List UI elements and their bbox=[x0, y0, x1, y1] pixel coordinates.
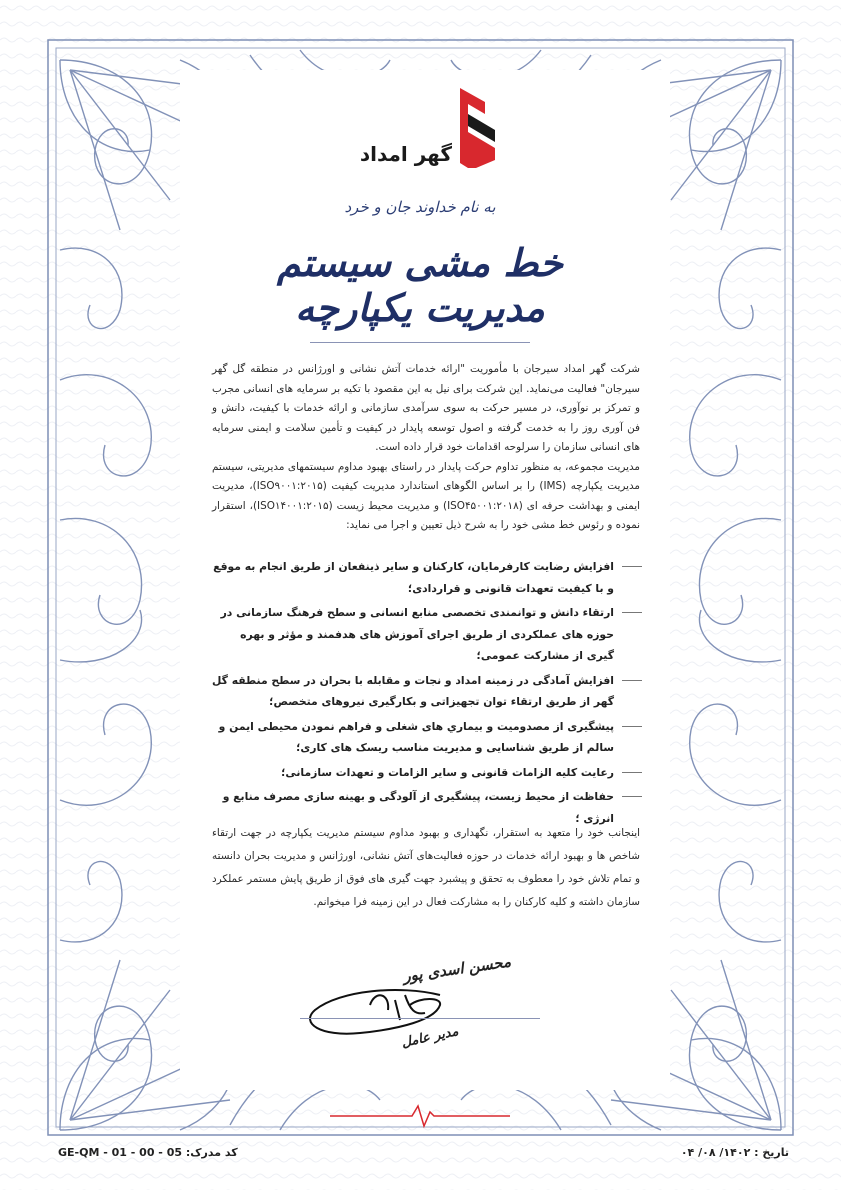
intro-text bbox=[212, 360, 640, 536]
dash-bullet bbox=[622, 772, 642, 773]
signature-line bbox=[300, 1018, 540, 1019]
list-item-text: افزایش آمادگی در زمینه امداد و نجات و مقابله با بحران در سطح منطقه گل گهر از طریق ارتقاء توان تجهیزاتی و بکارگیری نیروهای متخصص؛ bbox=[212, 673, 614, 708]
dash-bullet bbox=[622, 612, 642, 613]
signer-title: مدیر عامل bbox=[400, 1024, 460, 1051]
list-item bbox=[212, 670, 642, 713]
list-item bbox=[212, 716, 642, 759]
intro-paragraph: شرکت گهر امداد سیرجان با مأموریت "ارائه خدمات آتش نشانی و اورژانس در منطقه گل گهر سیرجان" فعالیت می‌نماید. این شرکت برای نیل به این مقصود با تکیه بر سرمایه های انسانی مجرب و تمرکز بر نوآوری، در مسیر حرکت به سوی سرآمدی سازمانی و ارائه خدمات با کیفیت، دانش و فن آوری روز را به خدمت گرفته و اصول توسعه پایدار در کیفیت و تأمین سلامت و ایمنی سرمایه های انسانی سازمان را سرلوحه اقدامات خود قرار داده است. bbox=[212, 363, 640, 453]
policy-items bbox=[212, 556, 642, 832]
heartbeat-line-icon bbox=[330, 1100, 510, 1130]
list-item-text: رعایت کلیه الزامات قانونی و سایر الزامات و تعهدات سازمانی؛ bbox=[281, 765, 614, 779]
basmala: به نام خداوند جان و خرد bbox=[344, 198, 496, 216]
intro-paragraph: مدیریت مجموعه، به منظور تداوم حرکت پایدار در راستای بهبود مداوم سیستمهای مدیریتی، سیستم مدیریت یکپارچه (IMS) را بر اساس الگوهای استاندارد مدیریت کیفیت (ISO۹۰۰۱:۲۰۱۵)، مدیریت ایمنی و بهداشت حرفه ای (ISO۴۵۰۰۱:۲۰۱۸) و مدیریت محیط زیست (ISO۱۴۰۰۱:۲۰۱۵)، استقرار نموده و رئوس خط مشی خود را به شرح ذیل تعیین و اجرا می نماید: bbox=[212, 460, 640, 531]
page-title: خط مشی سیستم مدیریت یکپارچه bbox=[277, 240, 563, 330]
list-item-text: ارتقاء دانش و توانمندی تخصصی منابع انسانی و سطح فرهنگ سازمانی در حوزه های عملکردی از طریق اجرای آموزش های هدفمند و مؤثر و بهره گیری از مشارکت عمومی؛ bbox=[220, 606, 614, 662]
title-divider bbox=[310, 342, 530, 343]
company-name: گهر امداد bbox=[359, 142, 452, 166]
list-item-text: پیشگیری از مصدومیت و بیماري های شغلی و فراهم نمودن محیطی ایمن و سالم از طریق شناسایی و مدیریت مناسب ریسک های کاری؛ bbox=[218, 719, 614, 754]
closing-statement: اینجانب خود را متعهد به استقرار، نگهداری و بهبود مداوم سیستم مدیریت یکپارچه در جهت ارتقاء شاخص ها و بهبود ارائه خدمات در حوزه فعالیت‌های آتش نشانی، اورژانس و مدیریت بحران دانسته و تمام تلاش خود را معطوف به تحقق و پیشبرد جهت گیری های فوق از طریق پایش مستمر عملکرد سازمان داشته و کلیه کارکنان را به مشارکت فعال در این زمینه فرا میخوانم. bbox=[212, 827, 640, 908]
document-code: کد مدرک: GE-QM - 01 - 00 - 05 bbox=[58, 1146, 238, 1159]
list-item-text: حفاظت از محیط زیست، پیشگیری از آلودگی و بهینه سازی مصرف منابع و انرژی ؛ bbox=[222, 790, 614, 825]
list-item-text: افزایش رضایت کارفرمایان، کارکنان و سایر ذینفعان از طریق انجام به موقع و با کیفیت تعهدات قانونی و قراردادی؛ bbox=[213, 560, 614, 595]
signer-name: محسن اسدی پور bbox=[402, 952, 512, 986]
list-item bbox=[212, 762, 642, 784]
list-item bbox=[212, 602, 642, 667]
list-item bbox=[212, 556, 642, 599]
document-date: تاریخ : ۱۴۰۲/ ۰۸/ ۰۴ bbox=[680, 1146, 789, 1159]
dash-bullet bbox=[622, 726, 642, 727]
dash-bullet bbox=[622, 680, 642, 681]
dash-bullet bbox=[622, 796, 642, 797]
dash-bullet bbox=[622, 566, 642, 567]
